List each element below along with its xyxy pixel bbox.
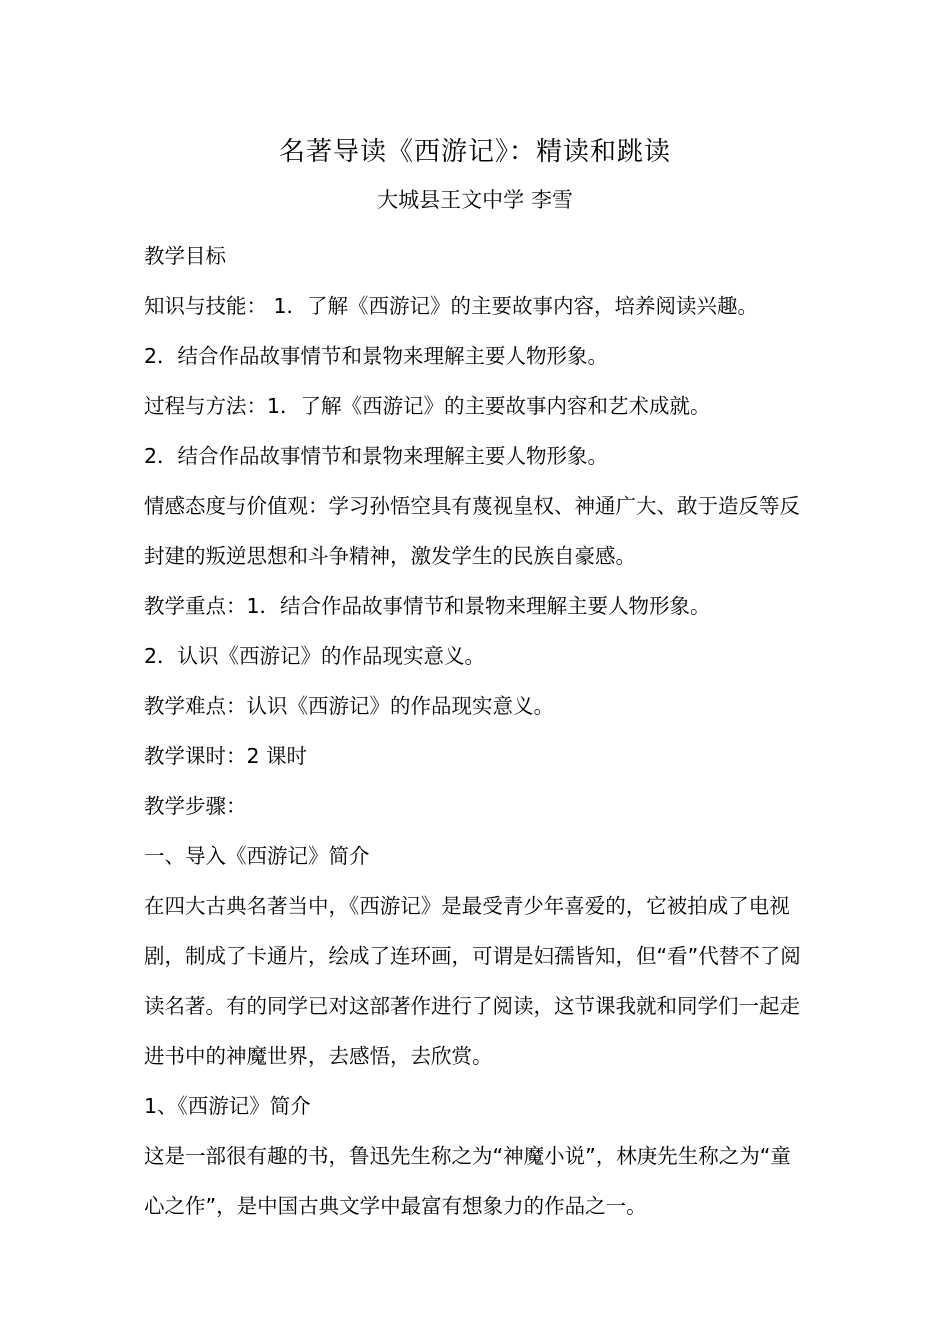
paragraph-process-method: 过程与方法：1．了解《西游记》的主要故事内容和艺术成就。: [144, 394, 711, 418]
document-author: 大城县王文中学 李雪: [377, 188, 573, 212]
section-heading-objectives: 教学目标: [144, 244, 226, 268]
document-body: [144, 231, 810, 1231]
document-title: 名著导读《西游记》：精读和跳读: [278, 137, 671, 167]
paragraph-process-method-2: 2．结合作品故事情节和景物来理解主要人物形象。: [144, 444, 609, 468]
paragraph-summary: 这是一部很有趣的书，鲁迅先生称之为“神魔小说”，林庚先生称之为“童心之作”，是中国古典文学中最富有想象力的作品之一。: [144, 1144, 791, 1218]
paragraph-step-one-heading: 一、导入《西游记》简介: [144, 844, 370, 868]
paragraph-introduction: 在四大古典名著当中，《西游记》是最受青少年喜爱的，它被拍成了电视剧，制成了卡通片，绘成了连环画，可谓是妇孺皆知，但“看”代替不了阅读名著。有的同学已对这部著作进行了阅读，这节课我就和同学们一起走进书中的神魔世界，去感悟，去欣赏。: [144, 894, 801, 1068]
paragraph-summary-heading: 1、《西游记》简介: [144, 1094, 311, 1118]
paragraph-class-hours: 教学课时：2 课时: [144, 744, 308, 768]
paragraph-key-points-2: 2．认识《西游记》的作品现实意义。: [144, 644, 486, 668]
paragraph-attitude-values: 情感态度与价值观：学习孙悟空具有蔑视皇权、神通广大、敢于造反等反封建的叛逆思想和斗争精神，激发学生的民族自豪感。: [144, 494, 800, 568]
paragraph-knowledge-skills: 知识与技能： 1．了解《西游记》的主要故事内容，培养阅读兴趣。: [144, 294, 759, 318]
paragraph-steps-heading: 教学步骤：: [144, 794, 247, 818]
paragraph-key-points: 教学重点：1．结合作品故事情节和景物来理解主要人物形象。: [144, 594, 711, 618]
paragraph-difficulties: 教学难点：认识《西游记》的作品现实意义。: [144, 694, 554, 718]
paragraph-knowledge-skills-2: 2．结合作品故事情节和景物来理解主要人物形象。: [144, 344, 609, 368]
